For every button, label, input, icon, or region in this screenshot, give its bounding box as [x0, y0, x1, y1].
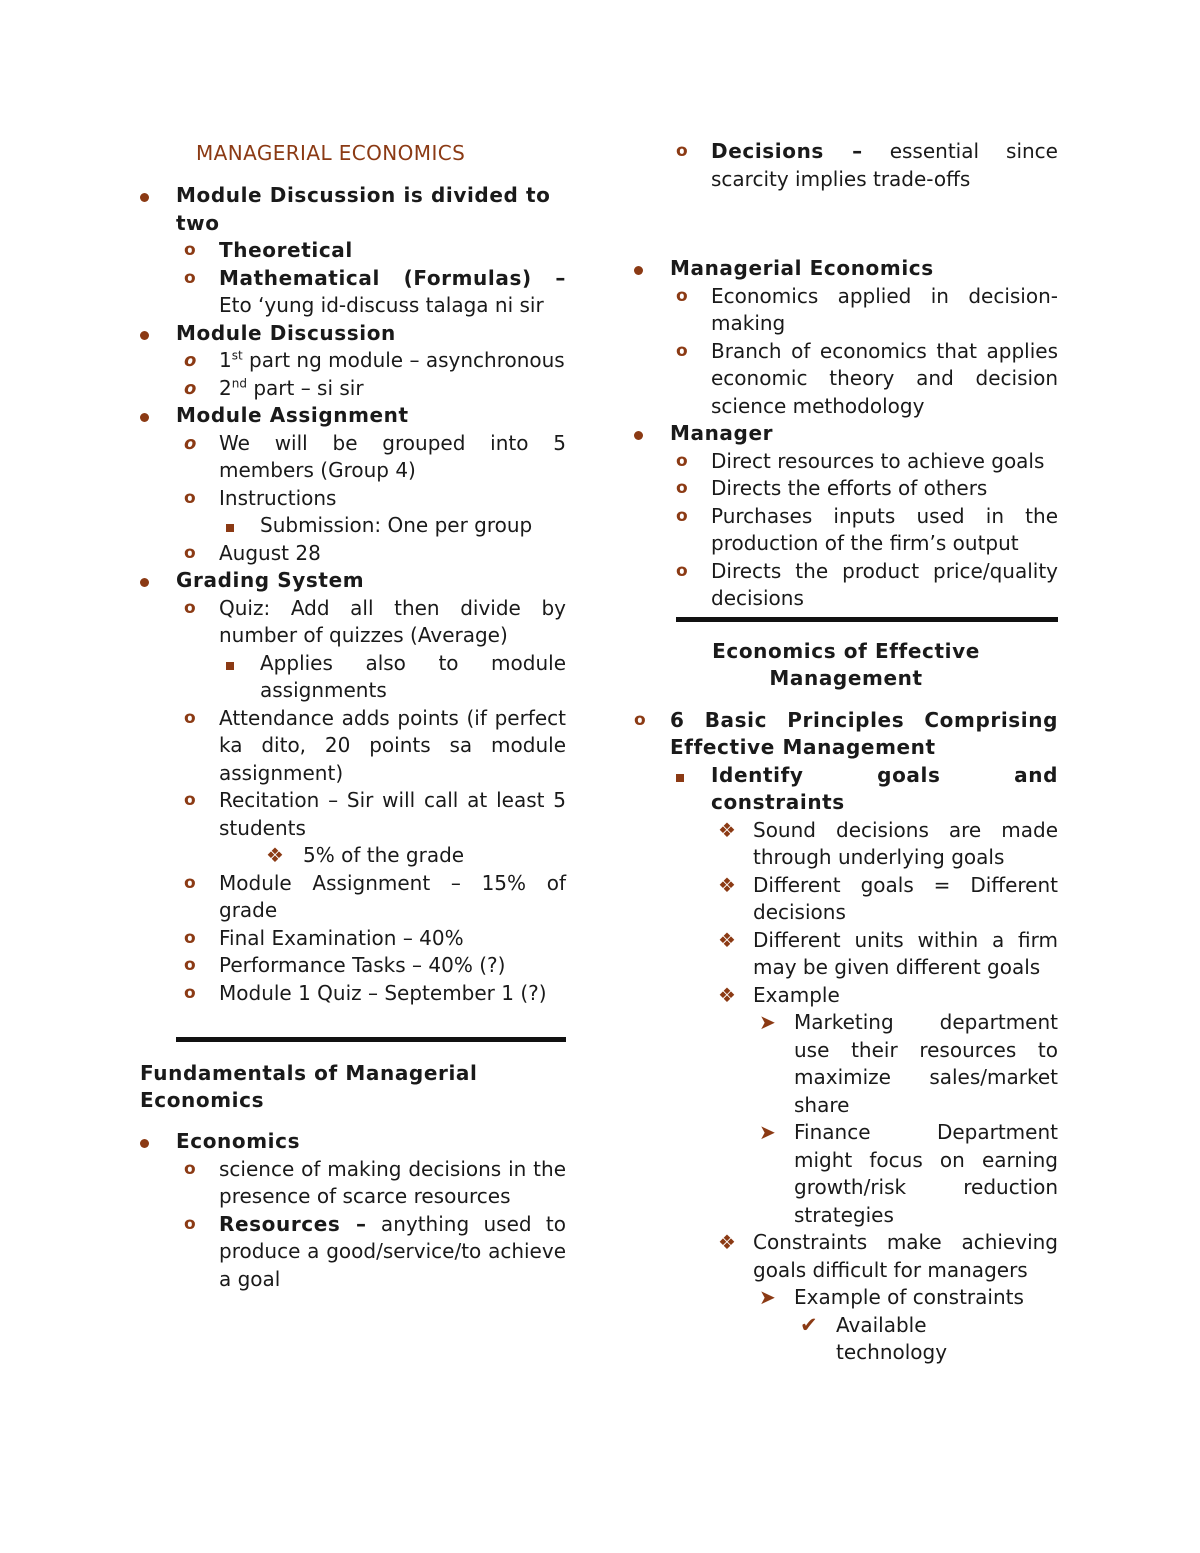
list-item: o Mathematical (Formulas) – Eto ‘yung id-discuss talaga ni sir — [184, 265, 566, 317]
list-item: Economics — [140, 1128, 566, 1156]
list-item: ❖ Different units within a firm may be given different goals — [718, 927, 1058, 979]
diamond-bullet-icon: ❖ — [718, 872, 736, 897]
hollow-bullet-icon: o — [676, 505, 688, 526]
square-bullet-icon — [676, 762, 684, 790]
hollow-bullet-icon: o — [184, 542, 196, 563]
hollow-bullet-icon: o — [184, 1213, 196, 1234]
hollow-bullet-icon: o — [184, 377, 197, 399]
diamond-bullet-icon: ❖ — [718, 817, 736, 842]
list-item: ❖ Sound decisions are made through underlying goals — [718, 817, 1058, 869]
list-item: o 6 Basic Principles Comprising Effective Management — [634, 707, 1058, 759]
hollow-bullet-icon: o — [676, 478, 688, 498]
list-item: o Quiz: Add all then divide by number of quizzes (Average) — [184, 595, 566, 647]
list-item: Module Assignment — [140, 402, 566, 430]
hollow-bullet-icon: o — [184, 240, 197, 260]
bullet-icon — [140, 320, 149, 348]
section-title: Economics of Effective — [712, 638, 980, 663]
list-item: Grading System — [140, 567, 566, 595]
list-item: o Theoretical — [140, 237, 566, 265]
list-item: Module Discussion — [140, 320, 566, 348]
list-item: o 1st part ng module – asynchronous — [140, 347, 566, 375]
hollow-bullet-icon: o — [184, 267, 196, 288]
hollow-bullet-icon: o — [184, 872, 196, 893]
list-item: o Decisions – essential since scarcity implies trade-offs — [676, 139, 1058, 191]
diamond-bullet-icon: ❖ — [266, 843, 284, 867]
list-item: o Instructions — [140, 485, 566, 513]
hollow-bullet-icon: o — [184, 927, 196, 948]
list-item: ❖ Constraints make achieving goals difficult for managers — [718, 1230, 1058, 1282]
list-item: Managerial Economics — [634, 255, 1058, 283]
bullet-icon — [140, 402, 149, 430]
hollow-bullet-icon: o — [676, 450, 688, 471]
arrow-bullet-icon: ➤ — [759, 1285, 776, 1309]
list-item: o science of making decisions in the presence of scarce resources — [184, 1156, 566, 1208]
list-item: ❖ 5% of the grade — [140, 842, 566, 870]
list-item: Module Discussion is divided to two — [140, 182, 566, 237]
bullet-icon — [634, 255, 643, 283]
list-item: o Branch of economics that applies economic theory and decision science methodology — [676, 338, 1058, 418]
check-icon: ✔ — [800, 1312, 818, 1337]
list-item: o 2nd part – si sir — [140, 375, 566, 403]
list-item: ❖ Example — [634, 982, 1058, 1010]
list-item: ➤ Finance Department might focus on earning growth/risk reduction strategies — [759, 1120, 1058, 1227]
list-item: o Direct resources to achieve goals — [634, 448, 1058, 476]
hollow-bullet-icon: o — [184, 707, 196, 728]
square-bullet-icon — [226, 650, 234, 678]
list-item: o Performance Tasks – 40% (?) — [140, 952, 566, 980]
hollow-bullet-icon: o — [634, 709, 647, 730]
list-item: o Module Assignment – 15% of grade — [184, 870, 566, 922]
list-item: o Final Examination – 40% — [140, 925, 566, 953]
document-title: MANAGERIAL ECONOMICS — [196, 141, 466, 165]
section-title: Fundamentals of Managerial Economics — [140, 1061, 478, 1112]
right-column — [634, 138, 1058, 1367]
bullet-icon — [634, 420, 643, 448]
hollow-bullet-icon: o — [184, 982, 196, 1003]
arrow-bullet-icon: ➤ — [759, 1120, 776, 1144]
list-item: o Directs the efforts of others — [634, 475, 1058, 503]
hollow-bullet-icon: o — [184, 790, 196, 810]
list-item: o August 28 — [140, 540, 566, 568]
bullet-icon — [140, 1128, 149, 1156]
square-bullet-icon — [226, 512, 234, 540]
diamond-bullet-icon: ❖ — [718, 982, 736, 1007]
list-item: o Attendance adds points (if perfect ka dito, 20 points sa module assignment) — [184, 705, 566, 785]
bullet-icon — [140, 182, 149, 210]
list-item: o Module 1 Quiz – September 1 (?) — [140, 980, 566, 1008]
list-item: ➤ Marketing department use their resources to maximize sales/market share — [759, 1010, 1058, 1117]
list-item: ❖ Different goals = Different decisions — [718, 872, 1058, 924]
hollow-bullet-icon: o — [676, 141, 688, 161]
list-item: Submission: One per group — [140, 512, 566, 540]
hollow-bullet-icon: o — [184, 597, 196, 618]
list-item: o Recitation – Sir will call at least 5 students — [184, 788, 566, 840]
left-column — [140, 138, 566, 1293]
list-item: o We will be grouped into 5 members (Group 4) — [184, 430, 566, 482]
hollow-bullet-icon: o — [184, 432, 197, 454]
diamond-bullet-icon: ❖ — [718, 1230, 736, 1254]
list-item: o Economics applied in decision-making — [676, 283, 1058, 335]
hollow-bullet-icon: o — [184, 487, 196, 508]
diamond-bullet-icon: ❖ — [718, 927, 736, 952]
hollow-bullet-icon: o — [184, 1158, 196, 1179]
hollow-bullet-icon: o — [184, 350, 197, 371]
list-item: Identify goals and constraints — [634, 762, 1058, 817]
hollow-bullet-icon: o — [184, 955, 196, 975]
list-item: o Directs the product price/quality decisions — [676, 558, 1058, 610]
list-item: o Purchases inputs used in the production of the firm’s output — [676, 503, 1058, 555]
hollow-bullet-icon: o — [676, 560, 688, 581]
hollow-bullet-icon: o — [676, 340, 688, 361]
section-title: Management — [769, 665, 923, 690]
list-item: Applies also to module assignments — [140, 650, 566, 705]
list-item: Manager — [634, 420, 1058, 448]
list-item: o Resources – anything used to produce a good/service/to achieve a goal — [184, 1211, 566, 1291]
list-item: ✔ Available technology — [800, 1312, 948, 1364]
bullet-icon — [140, 567, 149, 595]
arrow-bullet-icon: ➤ — [759, 1010, 776, 1034]
hollow-bullet-icon: o — [676, 285, 688, 306]
list-item: ➤ Example of constraints — [634, 1284, 1058, 1312]
